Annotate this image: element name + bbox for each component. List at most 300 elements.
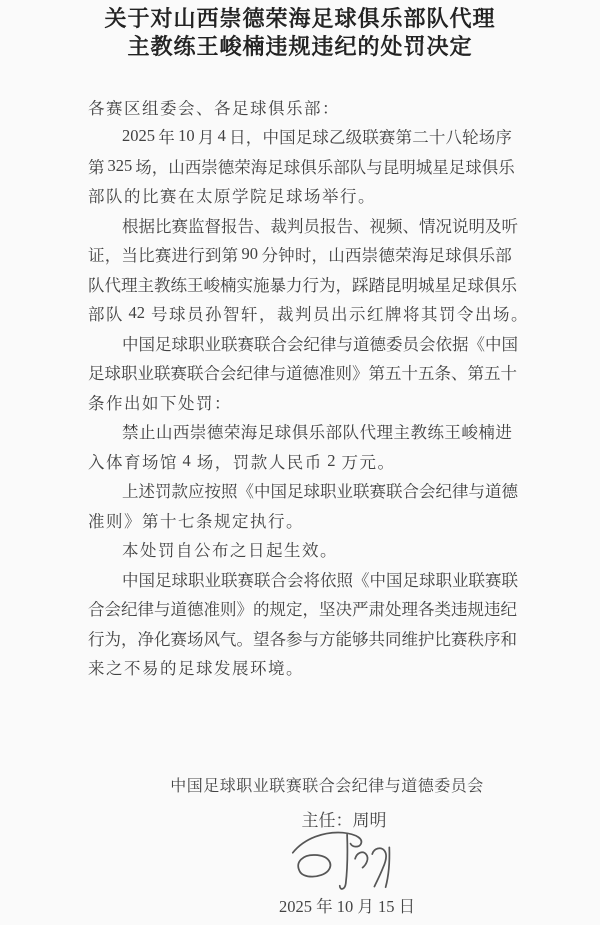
glyph: 员: [187, 305, 204, 325]
glyph: 号: [151, 305, 168, 325]
glyph: 球: [250, 98, 267, 118]
glyph: 崇: [201, 157, 218, 177]
glyph: 依: [320, 570, 337, 590]
glyph: 联: [254, 570, 271, 590]
glyph: 员: [402, 334, 419, 354]
document-title: [0, 5, 600, 61]
glyph: 联: [254, 334, 271, 354]
glyph: 道: [353, 334, 370, 354]
glyph: 律: [452, 482, 469, 502]
glyph: 峻: [461, 423, 478, 443]
glyph: 荣: [223, 423, 241, 443]
glyph: 业: [336, 482, 353, 502]
glyph: 罚: [158, 541, 175, 561]
glyph: 与: [302, 629, 319, 649]
glyph: 道: [485, 482, 502, 502]
glyph: 违: [484, 600, 501, 620]
glyph: 会: [104, 600, 121, 620]
glyph: 明: [401, 275, 418, 295]
body-line: [88, 328, 518, 358]
glyph: 违: [451, 600, 468, 620]
glyph: 第: [221, 246, 239, 266]
glyph: 合: [270, 334, 287, 354]
glyph: 足: [287, 482, 304, 502]
glyph: 为: [319, 275, 336, 295]
body-line: [88, 594, 517, 624]
glyph: 之: [230, 541, 247, 561]
glyph: 代: [359, 423, 377, 443]
glyph: 比: [434, 629, 451, 649]
glyph: 国: [138, 334, 155, 354]
glyph: 情: [419, 216, 436, 236]
glyph: 、: [353, 216, 370, 236]
glyph: 业: [204, 570, 221, 590]
glyph: 之: [106, 659, 123, 679]
glyph: 分: [261, 246, 278, 266]
glyph: 按: [204, 482, 221, 502]
glyph: ，: [245, 128, 263, 148]
body-line: [88, 151, 515, 181]
glyph: 足: [178, 659, 195, 679]
glyph: 境: [268, 659, 285, 679]
glyph: 律: [320, 334, 337, 354]
glyph: 的: [160, 659, 177, 679]
glyph: 二: [412, 128, 429, 148]
glyph: 轮: [462, 128, 479, 148]
glyph: 能: [335, 629, 352, 649]
glyph: 德: [302, 364, 319, 384]
glyph: 纪: [121, 600, 138, 620]
body-line: [88, 417, 512, 447]
glyph: 布: [212, 541, 229, 561]
glyph: 西: [344, 246, 362, 266]
document-body: [88, 92, 528, 682]
glyph: 来: [88, 659, 105, 679]
glyph: 罚: [196, 393, 213, 413]
glyph: 条: [88, 393, 105, 413]
glyph: 体: [106, 452, 123, 472]
glyph: 《: [237, 482, 254, 502]
glyph: 起: [266, 541, 283, 561]
glyph: 练: [170, 275, 187, 295]
glyph: 赛: [237, 334, 254, 354]
glyph: 照: [336, 570, 353, 590]
glyph: 各: [214, 98, 231, 118]
glyph: 业: [204, 334, 221, 354]
glyph: 西: [172, 423, 190, 443]
glyph: 第: [142, 511, 159, 531]
glyph: 》: [124, 511, 141, 531]
glyph: 4: [217, 126, 226, 146]
glyph: 七: [178, 511, 195, 531]
glyph: 院: [250, 187, 267, 207]
glyph: 业: [137, 364, 154, 384]
glyph: ，: [311, 246, 329, 266]
glyph: 日: [229, 128, 246, 148]
glyph: 部: [88, 305, 105, 325]
glyph: 照: [221, 482, 238, 502]
glyph: ：: [214, 393, 231, 413]
glyph: 下: [160, 393, 177, 413]
glyph: 场: [187, 629, 204, 649]
glyph: 球: [171, 570, 188, 590]
glyph: 规: [269, 600, 286, 620]
glyph: 。: [320, 541, 337, 561]
glyph: 秩: [467, 629, 484, 649]
glyph: 维: [401, 629, 418, 649]
glyph: 说: [452, 216, 469, 236]
glyph: 与: [269, 364, 286, 384]
glyph: 报: [221, 216, 238, 236]
glyph: 部: [88, 187, 105, 207]
glyph: 球: [283, 157, 301, 177]
glyph: 队: [106, 305, 123, 325]
glyph: 赛: [106, 98, 123, 118]
glyph: 比: [138, 246, 155, 266]
glyph: 到: [204, 246, 222, 266]
glyph: 孙: [205, 305, 222, 325]
glyph: 俱: [461, 246, 479, 266]
glyph: 昆: [385, 275, 402, 295]
glyph: 罚: [155, 482, 172, 502]
glyph: 足: [155, 570, 172, 590]
glyph: 明: [399, 157, 416, 177]
glyph: 上: [122, 482, 139, 502]
glyph: 中: [122, 334, 139, 354]
glyph: 进: [171, 246, 189, 266]
glyph: 中: [369, 570, 386, 590]
glyph: 当: [121, 246, 138, 266]
glyph: 判: [295, 305, 312, 325]
glyph: 规: [467, 600, 484, 620]
glyph: 足: [402, 570, 419, 590]
glyph: 10: [178, 126, 195, 146]
glyph: 督: [204, 216, 221, 236]
glyph: 第: [368, 364, 385, 384]
glyph: 自: [176, 541, 193, 561]
glyph: 教: [410, 423, 427, 443]
glyph: 理: [401, 600, 418, 620]
glyph: 轩: [241, 305, 258, 325]
document-title-line1: 关于对山西崇德荣海足球俱乐部队代理: [104, 6, 496, 31]
glyph: 赛: [170, 629, 187, 649]
glyph: 望: [253, 629, 270, 649]
glyph: 元: [359, 452, 376, 472]
glyph: 纪: [435, 482, 452, 502]
glyph: 。: [377, 452, 394, 472]
body-line: [88, 446, 512, 476]
glyph: 和: [500, 629, 517, 649]
glyph: 展: [232, 659, 249, 679]
glyph: 智: [223, 305, 240, 325]
glyph: 规: [214, 511, 231, 531]
glyph: 部: [304, 98, 321, 118]
glyph: ，: [104, 246, 122, 266]
body-line: [88, 358, 517, 388]
glyph: 处: [140, 541, 157, 561]
glyph: 球: [169, 305, 186, 325]
glyph: 俱: [300, 157, 317, 177]
glyph: 进: [495, 423, 512, 443]
glyph: 纪: [236, 364, 253, 384]
glyph: 监: [188, 216, 205, 236]
glyph: 职: [320, 482, 337, 502]
glyph: 场: [493, 305, 510, 325]
glyph: 及: [485, 216, 502, 236]
glyph: 方: [319, 629, 336, 649]
glyph: 德: [206, 423, 224, 443]
glyph: 示: [349, 305, 366, 325]
glyph: 坚: [319, 600, 336, 620]
glyph: 。: [286, 659, 303, 679]
glyph: ：: [322, 98, 339, 118]
glyph: ，: [121, 629, 138, 649]
glyph: 五: [484, 364, 501, 384]
glyph: 崇: [189, 423, 207, 443]
glyph: 中: [262, 128, 279, 148]
glyph: 会: [287, 334, 304, 354]
glyph: 合: [88, 600, 105, 620]
glyph: 化: [154, 629, 171, 649]
director-name-line: 主任：周明: [301, 811, 387, 830]
glyph: 《: [353, 570, 370, 590]
glyph: 各: [418, 600, 435, 620]
glyph: 联: [221, 334, 238, 354]
glyph: 场: [135, 157, 152, 177]
glyph: 代: [104, 275, 121, 295]
glyph: 。: [358, 187, 375, 207]
glyph: 赛: [237, 570, 254, 590]
glyph: 行: [268, 511, 285, 531]
glyph: 》: [352, 364, 369, 384]
glyph: 出: [475, 305, 492, 325]
glyph: 楠: [220, 275, 237, 295]
glyph: 国: [386, 570, 403, 590]
glyph: 足: [267, 157, 284, 177]
glyph: 国: [501, 334, 518, 354]
glyph: 万: [341, 452, 358, 472]
body-line: [88, 299, 528, 329]
glyph: 在: [178, 187, 195, 207]
glyph: 会: [287, 570, 304, 590]
glyph: 准: [319, 364, 336, 384]
body-line: [88, 387, 512, 417]
glyph: 理: [376, 423, 394, 443]
glyph: 公: [194, 541, 211, 561]
glyph: 同: [385, 629, 402, 649]
glyph: 为: [104, 629, 121, 649]
glyph: 禁: [122, 423, 139, 443]
glyph: 球: [196, 659, 213, 679]
glyph: 视: [369, 216, 386, 236]
glyph: 日: [248, 541, 265, 561]
glyph: 告: [336, 216, 353, 236]
glyph: 德: [217, 157, 235, 177]
glyph: 牌: [385, 305, 402, 325]
glyph: 根: [122, 216, 139, 236]
glyph: 42: [128, 303, 145, 323]
glyph: 赛: [485, 570, 502, 590]
glyph: 易: [142, 659, 159, 679]
handwritten-signature: [290, 822, 406, 898]
glyph: 乐: [498, 157, 515, 177]
glyph: 八: [445, 128, 462, 148]
glyph: 崇: [361, 246, 379, 266]
glyph: 行: [340, 187, 357, 207]
glyph: 十: [401, 364, 418, 384]
glyph: 罚: [232, 452, 250, 472]
glyph: 第: [467, 364, 484, 384]
glyph: 行: [302, 275, 319, 295]
glyph: 则: [106, 511, 123, 531]
glyph: 赛: [451, 629, 468, 649]
glyph: 俱: [268, 98, 285, 118]
glyph: 乐: [500, 275, 517, 295]
glyph: 时: [294, 246, 312, 266]
glyph: 其: [421, 305, 438, 325]
glyph: 。: [511, 305, 528, 325]
glyph: 行: [88, 629, 105, 649]
glyph: 处: [385, 600, 402, 620]
glyph: 听: [501, 216, 518, 236]
glyph: 赛: [170, 364, 187, 384]
glyph: 明: [468, 216, 485, 236]
glyph: 海: [250, 157, 268, 177]
glyph: 据: [138, 216, 155, 236]
glyph: 五: [418, 364, 435, 384]
glyph: 西: [184, 157, 202, 177]
glyph: 踏: [368, 275, 385, 295]
glyph: 频: [386, 216, 403, 236]
glyph: 施: [253, 275, 270, 295]
glyph: 城: [418, 275, 435, 295]
glyph: 据: [452, 334, 469, 354]
glyph: 赛: [160, 187, 177, 207]
glyph: 海: [411, 246, 429, 266]
glyph: 比: [155, 216, 172, 236]
glyph: 十: [428, 128, 446, 148]
glyph: 作: [106, 393, 123, 413]
glyph: 发: [214, 659, 231, 679]
glyph: 国: [270, 482, 287, 502]
glyph: 联: [353, 482, 370, 502]
glyph: 第: [88, 157, 105, 177]
glyph: 联: [362, 128, 379, 148]
glyph: 条: [434, 364, 451, 384]
glyph: 则: [220, 600, 237, 620]
glyph: 处: [178, 393, 195, 413]
glyph: 中: [122, 570, 139, 590]
glyph: 与: [468, 482, 485, 502]
glyph: 队: [342, 423, 360, 443]
glyph: 与: [336, 334, 353, 354]
glyph: 部: [325, 423, 343, 443]
glyph: 联: [468, 570, 485, 590]
glyph: 2025: [122, 126, 155, 146]
glyph: 王: [444, 423, 461, 443]
glyph: 暴: [269, 275, 286, 295]
glyph: 合: [402, 482, 419, 502]
glyph: 场: [196, 452, 214, 472]
glyph: 告: [237, 216, 254, 236]
glyph: 与: [366, 157, 383, 177]
glyph: 星: [432, 157, 449, 177]
glyph: 足: [448, 157, 466, 177]
glyph: 气: [220, 629, 237, 649]
glyph: 定: [232, 511, 249, 531]
glyph: 乐: [478, 246, 496, 266]
glyph: 球: [419, 570, 436, 590]
body-line: [88, 653, 512, 683]
glyph: 则: [335, 364, 352, 384]
glyph: 国: [279, 128, 296, 148]
glyph: 将: [403, 305, 420, 325]
glyph: 款: [171, 482, 188, 502]
glyph: 足: [232, 98, 249, 118]
glyph: 肃: [368, 600, 385, 620]
glyph: 举: [322, 187, 339, 207]
glyph: 令: [457, 305, 474, 325]
glyph: 俱: [481, 157, 499, 177]
glyph: 环: [250, 659, 267, 679]
glyph: 队: [88, 275, 105, 295]
glyph: 赛: [171, 216, 188, 236]
glyph: 报: [320, 216, 337, 236]
glyph: 准: [203, 600, 220, 620]
glyph: 德: [378, 246, 395, 266]
glyph: 业: [452, 570, 469, 590]
glyph: 序: [484, 629, 501, 649]
glyph: 款: [250, 452, 268, 472]
glyph: 生: [284, 541, 301, 561]
glyph: 峻: [203, 275, 220, 295]
body-line: [88, 505, 512, 535]
document-title-line2: 主教练王峻楠违规违纪的处罚决定: [127, 34, 473, 59]
glyph: 年: [158, 128, 175, 148]
glyph: 城: [415, 157, 433, 177]
glyph: 队: [106, 187, 123, 207]
glyph: 原: [214, 187, 231, 207]
issuing-committee-name: 中国足球职业联赛联合会纪律与道德委员会: [170, 778, 484, 795]
glyph: 会: [419, 334, 436, 354]
glyph: 行: [188, 246, 205, 266]
glyph: 荣: [395, 246, 412, 266]
glyph: 2: [327, 450, 336, 470]
glyph: 4: [182, 450, 191, 470]
glyph: 场: [142, 452, 159, 472]
glyph: 委: [160, 98, 177, 118]
glyph: 、: [451, 364, 468, 384]
glyph: 球: [467, 275, 484, 295]
body-line: [88, 92, 512, 122]
glyph: 联: [154, 364, 171, 384]
glyph: 中: [485, 334, 502, 354]
glyph: 星: [434, 275, 451, 295]
glyph: 球: [171, 334, 188, 354]
glyph: 踩: [352, 275, 369, 295]
glyph: 部: [333, 157, 350, 177]
glyph: 职: [435, 570, 452, 590]
body-line: [88, 476, 518, 506]
glyph: 足: [451, 275, 468, 295]
glyph: 场: [478, 128, 496, 148]
glyph: 道: [170, 600, 187, 620]
glyph: 荣: [234, 157, 251, 177]
glyph: 币: [304, 452, 322, 472]
glyph: 、: [196, 98, 213, 118]
glyph: ，: [151, 157, 169, 177]
glyph: 足: [295, 128, 313, 148]
